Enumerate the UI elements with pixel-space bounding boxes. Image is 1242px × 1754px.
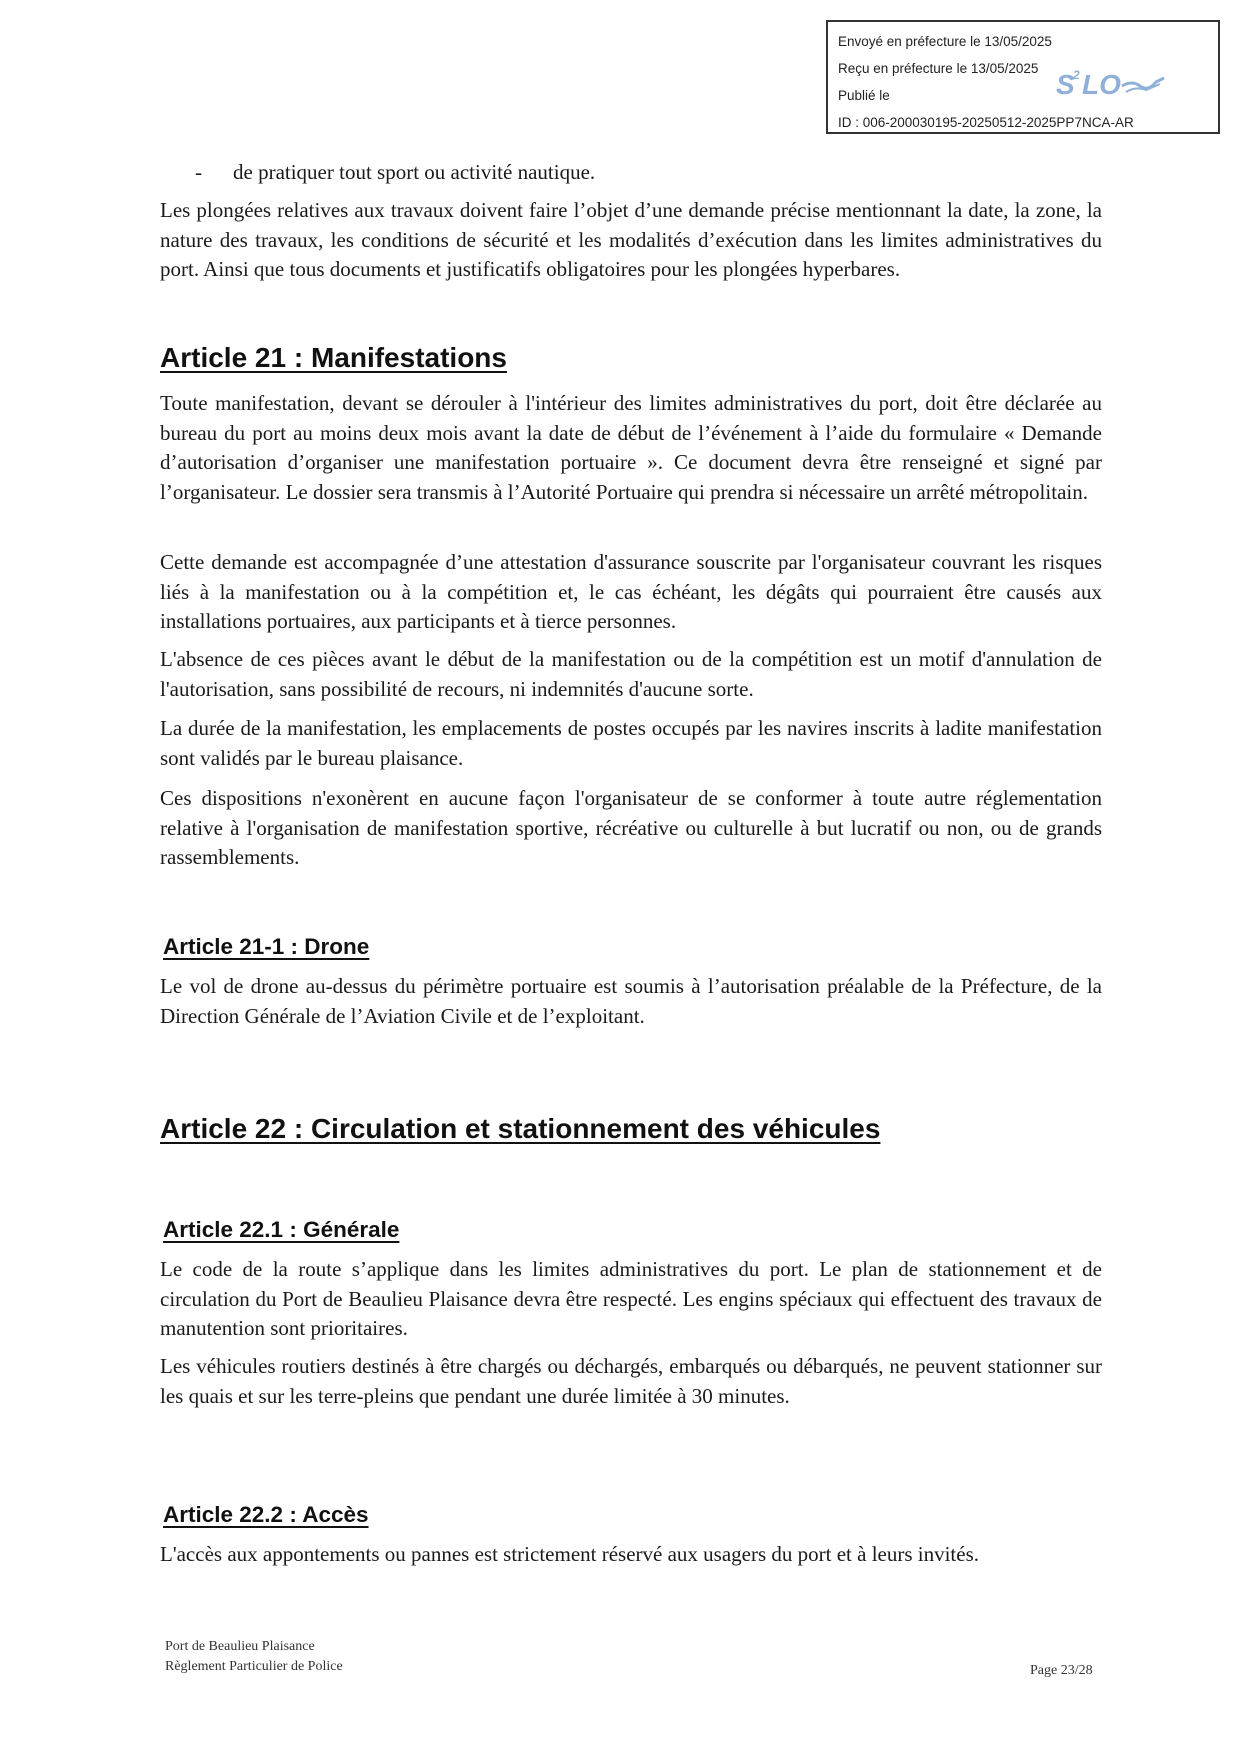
stamp-id: ID : 006-200030195-20250512-2025PP7NCA-AR — [838, 115, 1134, 130]
article-21-heading: Article 21 : Manifestations — [160, 342, 507, 373]
article-22-heading: Article 22 : Circulation et stationnement des véhicules — [160, 1113, 881, 1144]
article-22-1-paragraph-2: Les véhicules routiers destinés à être chargés ou déchargés, embarqués ou débarqués, ne peuvent stationner sur les quais et sur les terre-pleins que pendant une durée limitée à 30 minutes. — [160, 1354, 1102, 1408]
footer-port-name: Port de Beaulieu Plaisance — [165, 1639, 315, 1654]
stamp-published: Publié le — [838, 88, 890, 103]
bullet-text: de pratiquer tout sport ou activité nautique. — [233, 160, 596, 184]
article-22-2-paragraph: L'accès aux appontements ou pannes est strictement réservé aux usagers du port et à leurs invités. — [160, 1542, 980, 1566]
article-21-paragraph-5: Ces dispositions n'exonèrent en aucune façon l'organisateur de se conformer à toute autre réglementation relative à l'organisation de manifestation sportive, récréative ou culturelle à but lucratif ou non, ou de grands rassemblements. — [160, 786, 1102, 869]
bullet-dash: - — [195, 160, 202, 184]
stamp-sent-date: Envoyé en préfecture le 13/05/2025 — [838, 34, 1052, 49]
article-21-paragraph-2: Cette demande est accompagnée d’une attestation d'assurance souscrite par l'organisateur couvrant les risques liés à la manifestation ou à la compétition et, le cas échéant, les dégâts qui pourraient être causés aux installations portuaires, aux participants et à tierce personnes. — [160, 550, 1102, 633]
s2lo-logo-icon — [1056, 64, 1166, 104]
page-number: Page 23/28 — [1030, 1663, 1093, 1678]
document-footer — [165, 1637, 343, 1677]
stamp-received-date: Reçu en préfecture le 13/05/2025 — [838, 61, 1039, 76]
article-22-1-heading: Article 22.1 : Générale — [163, 1217, 400, 1242]
article-21-1-paragraph: Le vol de drone au-dessus du périmètre portuaire est soumis à l’autorisation préalable de la Préfecture, de la Direction Générale de l’Aviation Civile et de l’exploitant. — [160, 974, 1102, 1028]
article-21-paragraph-1: Toute manifestation, devant se dérouler à l'intérieur des limites administratives du port, doit être déclarée au bureau du port au moins deux mois avant la date de début de l’événement à l’aide du formulaire « Demande d’autorisation d’organiser une manifestation portuaire ». Ce document devra être renseigné et signé par l’organisateur. Le dossier sera transmis à l’Autorité Portuaire qui prendra si nécessaire un arrêté métropolitain. — [160, 391, 1102, 504]
intro-paragraph: Les plongées relatives aux travaux doivent faire l’objet d’une demande précise mentionnant la date, la zone, la nature des travaux, les conditions de sécurité et les modalités d’exécution dans les limites administratives du port. Ainsi que tous documents et justificatifs obligatoires pour les plongées hyperbares. — [160, 198, 1102, 281]
article-21-paragraph-3: L'absence de ces pièces avant le début de la manifestation ou de la compétition est un motif d'annulation de l'autorisation, sans possibilité de recours, ni indemnités d'aucune sorte. — [160, 647, 1102, 701]
article-21-paragraph-4: La durée de la manifestation, les emplacements de postes occupés par les navires inscrits à ladite manifestation sont validés par le bureau plaisance. — [160, 716, 1102, 770]
article-22-1-paragraph-1: Le code de la route s’applique dans les limites administratives du port. Le plan de stationnement et de circulation du Port de Beaulieu Plaisance devra être respecté. Les engins spéciaux qui effectuent des travaux de manutention sont prioritaires. — [160, 1257, 1102, 1340]
svg-text:S: S — [1056, 69, 1075, 100]
article-21-1-heading: Article 21-1 : Drone — [163, 934, 370, 959]
article-22-2-heading: Article 22.2 : Accès — [163, 1502, 369, 1527]
footer-regulation-name: Règlement Particulier de Police — [165, 1659, 343, 1674]
list-item — [195, 158, 595, 187]
svg-text:LO: LO — [1082, 69, 1121, 100]
prefecture-stamp — [826, 20, 1220, 134]
svg-text:2: 2 — [1073, 68, 1080, 82]
